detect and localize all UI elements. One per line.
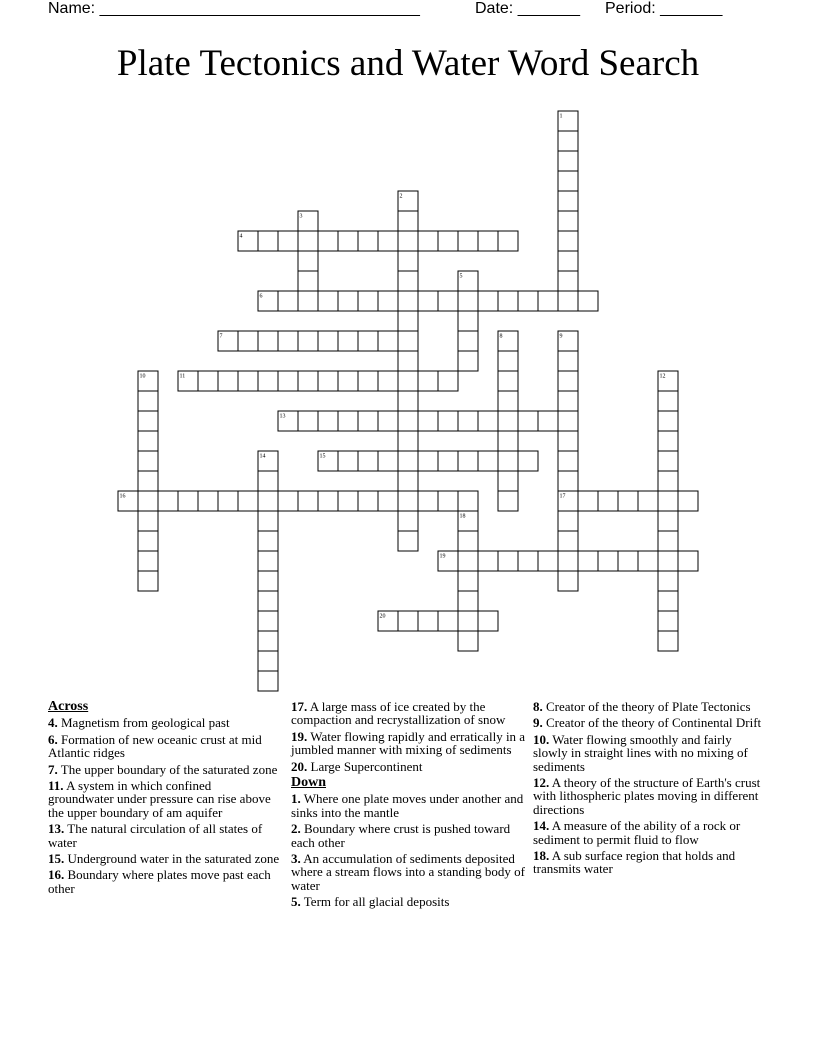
grid-cell[interactable]	[378, 411, 398, 431]
grid-cell[interactable]	[258, 471, 278, 491]
grid-cell[interactable]	[478, 231, 498, 251]
grid-cell[interactable]	[518, 291, 538, 311]
grid-cell[interactable]	[418, 371, 438, 391]
grid-cell[interactable]	[438, 451, 458, 471]
cell-number: 13	[279, 413, 286, 420]
grid-cell[interactable]	[478, 411, 498, 431]
grid-cell[interactable]	[398, 371, 418, 391]
grid-cell[interactable]	[558, 151, 578, 171]
grid-cell[interactable]	[378, 371, 398, 391]
grid-cell[interactable]	[498, 391, 518, 411]
grid-cell[interactable]	[358, 491, 378, 511]
clue-text: A large mass of ice created by the compaction and recrystallization of snow	[291, 699, 506, 728]
clue-number: 10.	[533, 731, 550, 747]
grid-cell[interactable]	[398, 491, 418, 511]
clue-number: 15.	[48, 851, 65, 867]
grid-cell[interactable]	[398, 391, 418, 411]
grid-cell[interactable]	[198, 491, 218, 511]
grid-cell[interactable]	[198, 371, 218, 391]
grid-cell[interactable]	[278, 331, 298, 351]
clue-text: Magnetism from geological past	[57, 715, 230, 731]
grid-cell[interactable]	[338, 491, 358, 511]
clue-number: 3.	[291, 851, 301, 867]
grid-cell[interactable]	[138, 431, 158, 451]
clue-text: Creator of the theory of Continental Drift	[542, 715, 762, 731]
grid-cell[interactable]	[458, 331, 478, 351]
clue-number: 16.	[48, 867, 65, 883]
grid-cell[interactable]	[398, 511, 418, 531]
grid-cell[interactable]	[558, 551, 578, 571]
grid-cell[interactable]	[458, 411, 478, 431]
grid-cell[interactable]	[338, 291, 358, 311]
clue-text: Large Supercontinent	[307, 758, 423, 774]
grid-cell[interactable]	[558, 211, 578, 231]
grid-cell[interactable]	[658, 411, 678, 431]
clue-text: A sub surface region that holds and transmits water	[533, 848, 736, 877]
clue-number: 12.	[533, 775, 550, 791]
clues-column-1	[48, 700, 280, 898]
grid-cell[interactable]	[258, 231, 278, 251]
clue-number: 11.	[48, 778, 64, 794]
grid-cell[interactable]	[638, 551, 658, 571]
grid-cell[interactable]	[398, 251, 418, 271]
grid-cell[interactable]	[498, 231, 518, 251]
clue-number: 5.	[291, 894, 301, 910]
grid-cell[interactable]	[398, 311, 418, 331]
grid-cell[interactable]	[438, 411, 458, 431]
grid-cell[interactable]	[458, 611, 478, 631]
grid-cell[interactable]	[498, 291, 518, 311]
grid-cell[interactable]	[558, 351, 578, 371]
grid-cell[interactable]	[258, 571, 278, 591]
grid-cell[interactable]	[418, 291, 438, 311]
grid-cell[interactable]	[258, 551, 278, 571]
grid-cell[interactable]	[658, 631, 678, 651]
grid-cell[interactable]	[298, 291, 318, 311]
grid-cell[interactable]	[558, 411, 578, 431]
clue-number: 14.	[533, 818, 550, 834]
grid-cell[interactable]	[358, 231, 378, 251]
grid-cell[interactable]	[398, 451, 418, 471]
grid-cell[interactable]	[358, 411, 378, 431]
grid-cell[interactable]	[478, 611, 498, 631]
grid-cell[interactable]	[498, 551, 518, 571]
grid-cell[interactable]	[538, 411, 558, 431]
grid-cell[interactable]	[298, 331, 318, 351]
cell-number: 10	[139, 373, 146, 380]
grid-cell[interactable]	[598, 491, 618, 511]
grid-cell[interactable]	[518, 551, 538, 571]
clue-text: Where one plate moves under another and sinks into the mantle	[291, 791, 524, 820]
cell-number: 9	[559, 333, 563, 340]
clue-number: 7.	[48, 761, 58, 777]
clue-text: Creator of the theory of Plate Tectonics	[542, 699, 751, 714]
grid-cell[interactable]	[378, 231, 398, 251]
grid-cell[interactable]	[618, 491, 638, 511]
clue-item	[533, 849, 765, 876]
grid-cell[interactable]	[378, 491, 398, 511]
grid-cell[interactable]	[258, 331, 278, 351]
grid-cell[interactable]	[238, 491, 258, 511]
cell-number: 16	[119, 493, 126, 500]
cell-number: 14	[259, 453, 266, 460]
grid-cell[interactable]	[558, 171, 578, 191]
clue-item	[291, 760, 527, 773]
grid-cell[interactable]	[358, 331, 378, 351]
grid-cell[interactable]	[678, 491, 698, 511]
clue-text: Boundary where plates move past each other	[48, 867, 271, 896]
cell-number: 11	[179, 373, 186, 380]
grid-cell[interactable]	[558, 191, 578, 211]
grid-cell[interactable]	[278, 371, 298, 391]
grid-cell[interactable]	[298, 251, 318, 271]
grid-cell[interactable]	[258, 371, 278, 391]
clue-item	[533, 700, 765, 713]
grid-cell[interactable]	[238, 331, 258, 351]
grid-cell[interactable]	[458, 231, 478, 251]
grid-cell[interactable]	[398, 331, 418, 351]
grid-cell[interactable]	[438, 491, 458, 511]
clue-item	[48, 852, 280, 865]
clue-text: A theory of the structure of Earth's crust with lithospheric plates moving in different directions	[533, 775, 761, 817]
grid-cell[interactable]	[558, 391, 578, 411]
grid-cell[interactable]	[358, 451, 378, 471]
grid-cell[interactable]	[138, 451, 158, 471]
clues-column-2	[291, 700, 527, 912]
clue-number: 8.	[533, 699, 543, 714]
grid-cell[interactable]	[378, 331, 398, 351]
grid-cell[interactable]	[458, 291, 478, 311]
grid-cell[interactable]	[598, 551, 618, 571]
clues-column-3	[533, 700, 765, 879]
grid-cell[interactable]	[538, 291, 558, 311]
grid-cell[interactable]	[418, 411, 438, 431]
grid-cell[interactable]	[658, 451, 678, 471]
grid-cell[interactable]	[658, 391, 678, 411]
date-field[interactable]: Date: _______	[475, 0, 580, 17]
grid-cell[interactable]	[658, 571, 678, 591]
grid-cell[interactable]	[538, 551, 558, 571]
grid-cell[interactable]	[338, 371, 358, 391]
cell-number: 19	[439, 553, 446, 560]
grid-cell[interactable]	[558, 471, 578, 491]
grid-cell[interactable]	[318, 491, 338, 511]
clue-item	[291, 895, 527, 908]
clue-number: 17.	[291, 699, 308, 714]
grid-cell[interactable]	[558, 291, 578, 311]
grid-cell[interactable]	[138, 411, 158, 431]
grid-cell[interactable]	[318, 371, 338, 391]
grid-cell[interactable]	[378, 291, 398, 311]
cell-number: 12	[659, 373, 666, 380]
grid-cell[interactable]	[138, 391, 158, 411]
grid-cell[interactable]	[138, 531, 158, 551]
grid-cell[interactable]	[138, 471, 158, 491]
grid-cell[interactable]	[658, 491, 678, 511]
grid-cell[interactable]	[278, 491, 298, 511]
grid-cell[interactable]	[558, 371, 578, 391]
clue-item	[291, 852, 527, 892]
clue-number: 2.	[291, 821, 301, 837]
grid-cell[interactable]	[258, 651, 278, 671]
grid-cell[interactable]	[578, 551, 598, 571]
grid-cell[interactable]	[438, 291, 458, 311]
grid-cell[interactable]	[318, 291, 338, 311]
grid-cell[interactable]	[558, 271, 578, 291]
cell-number: 8	[499, 333, 503, 340]
grid-cell[interactable]	[658, 531, 678, 551]
grid-cell[interactable]	[418, 491, 438, 511]
grid-cell[interactable]	[438, 611, 458, 631]
grid-cell[interactable]	[658, 471, 678, 491]
grid-cell[interactable]	[498, 451, 518, 471]
clue-item	[533, 733, 765, 773]
clue-text: A measure of the ability of a rock or sediment to permit fluid to flow	[533, 818, 741, 847]
grid-cell[interactable]	[418, 451, 438, 471]
clue-text: Water flowing rapidly and erratically in a jumbled manner with mixing of sediments	[291, 728, 526, 758]
grid-cell[interactable]	[338, 231, 358, 251]
clue-text: Term for all glacial deposits	[300, 894, 450, 910]
grid-cell[interactable]	[158, 491, 178, 511]
grid-cell[interactable]	[478, 291, 498, 311]
clue-text: Boundary where crust is pushed toward each other	[291, 821, 511, 850]
cell-number: 17	[559, 493, 566, 500]
grid-cell[interactable]	[398, 471, 418, 491]
cell-number: 4	[239, 233, 243, 240]
clue-text: The natural circulation of all states of water	[48, 821, 263, 850]
clue-text: Formation of new oceanic crust at mid Atlantic ridges	[48, 731, 262, 761]
grid-cell[interactable]	[138, 571, 158, 591]
grid-cell[interactable]	[378, 451, 398, 471]
grid-cell[interactable]	[238, 371, 258, 391]
grid-cell[interactable]	[498, 371, 518, 391]
grid-cell[interactable]	[318, 411, 338, 431]
grid-cell[interactable]	[298, 231, 318, 251]
grid-cell[interactable]	[218, 491, 238, 511]
grid-cell[interactable]	[458, 631, 478, 651]
clue-item	[48, 716, 280, 729]
cell-number: 1	[559, 113, 563, 120]
cell-number: 6	[259, 293, 263, 300]
grid-cell[interactable]	[418, 231, 438, 251]
clue-number: 9.	[533, 715, 543, 731]
clue-text: Underground water in the saturated zone	[64, 851, 280, 867]
clue-number: 6.	[48, 731, 58, 747]
grid-cell[interactable]	[558, 511, 578, 531]
grid-cell[interactable]	[558, 431, 578, 451]
grid-cell[interactable]	[398, 611, 418, 631]
grid-cell[interactable]	[398, 411, 418, 431]
clue-item	[48, 868, 280, 895]
clue-item	[291, 822, 527, 849]
grid-cell[interactable]	[298, 411, 318, 431]
grid-cell[interactable]	[178, 491, 198, 511]
grid-cell[interactable]	[458, 351, 478, 371]
grid-cell[interactable]	[138, 491, 158, 511]
clue-item	[48, 822, 280, 849]
grid-cell[interactable]	[578, 491, 598, 511]
grid-cell[interactable]	[438, 231, 458, 251]
grid-cell[interactable]	[358, 371, 378, 391]
grid-cell[interactable]	[398, 431, 418, 451]
grid-cell[interactable]	[558, 131, 578, 151]
clue-text: An accumulation of sediments deposited where a stream flows into a standing body of water	[291, 851, 525, 893]
cell-number: 3	[299, 213, 303, 220]
grid-cell[interactable]	[498, 491, 518, 511]
grid-cell[interactable]	[258, 591, 278, 611]
grid-cell[interactable]	[258, 611, 278, 631]
grid-cell[interactable]	[398, 291, 418, 311]
grid-cell[interactable]	[338, 451, 358, 471]
clue-number: 4.	[48, 715, 58, 731]
grid-cell[interactable]	[458, 591, 478, 611]
grid-cell[interactable]	[218, 371, 238, 391]
grid-cell[interactable]	[258, 491, 278, 511]
cell-number: 2	[399, 193, 403, 200]
grid-cell[interactable]	[558, 451, 578, 471]
clue-text: The upper boundary of the saturated zone	[57, 761, 278, 777]
grid-cell[interactable]	[398, 271, 418, 291]
grid-cell[interactable]	[658, 551, 678, 571]
grid-cell[interactable]	[498, 471, 518, 491]
grid-cell[interactable]	[298, 491, 318, 511]
grid-cell[interactable]	[338, 331, 358, 351]
grid-cell[interactable]	[478, 551, 498, 571]
grid-cell[interactable]	[558, 571, 578, 591]
cell-number: 18	[459, 513, 466, 520]
grid-cell[interactable]	[418, 611, 438, 631]
cell-number: 15	[319, 453, 326, 460]
grid-cell[interactable]	[638, 491, 658, 511]
grid-cell[interactable]	[398, 231, 418, 251]
clue-item	[533, 819, 765, 846]
grid-cell[interactable]	[318, 331, 338, 351]
grid-cell[interactable]	[258, 671, 278, 691]
grid-cell[interactable]	[278, 231, 298, 251]
grid-cell[interactable]	[398, 351, 418, 371]
grid-cell[interactable]	[498, 411, 518, 431]
grid-cell[interactable]	[458, 571, 478, 591]
grid-cell[interactable]	[458, 551, 478, 571]
grid-cell[interactable]	[558, 251, 578, 271]
grid-cell[interactable]	[498, 431, 518, 451]
clue-item	[291, 700, 527, 727]
grid-cell[interactable]	[298, 271, 318, 291]
grid-cell[interactable]	[658, 511, 678, 531]
grid-cell[interactable]	[398, 211, 418, 231]
clue-item	[533, 716, 765, 729]
grid-cell[interactable]	[358, 291, 378, 311]
clue-item	[533, 776, 765, 816]
grid-cell[interactable]	[518, 411, 538, 431]
clue-number: 1.	[291, 791, 301, 807]
grid-cell[interactable]	[618, 551, 638, 571]
grid-cell[interactable]	[558, 231, 578, 251]
clue-number: 19.	[291, 728, 308, 744]
grid-cell[interactable]	[258, 511, 278, 531]
cell-number: 20	[379, 613, 386, 620]
grid-cell[interactable]	[318, 231, 338, 251]
grid-cell[interactable]	[658, 591, 678, 611]
clue-item	[291, 730, 527, 757]
grid-cell[interactable]	[678, 551, 698, 571]
page-title: Plate Tectonics and Water Word Search	[116, 43, 700, 84]
down-heading: Down	[291, 775, 327, 791]
grid-cell[interactable]	[458, 311, 478, 331]
cell-number: 7	[219, 333, 223, 340]
grid-cell[interactable]	[438, 371, 458, 391]
grid-cell[interactable]	[458, 451, 478, 471]
grid-cell[interactable]	[658, 431, 678, 451]
grid-cell[interactable]	[258, 531, 278, 551]
clue-number: 20.	[291, 758, 308, 774]
grid-cell[interactable]	[518, 451, 538, 471]
grid-cell[interactable]	[298, 371, 318, 391]
clue-item	[48, 733, 280, 760]
grid-cell[interactable]	[458, 491, 478, 511]
grid-cell[interactable]	[458, 531, 478, 551]
clue-item	[48, 763, 280, 776]
name-field[interactable]: Name: ____________________________________	[48, 0, 420, 17]
grid-cell[interactable]	[338, 411, 358, 431]
grid-cell[interactable]	[578, 291, 598, 311]
clue-text: A system in which confined groundwater under pressure can rise above the upper boundary of am aquifer	[48, 778, 271, 820]
grid-cell[interactable]	[558, 531, 578, 551]
grid-cell[interactable]	[478, 451, 498, 471]
cell-number: 5	[459, 273, 463, 280]
grid-cell[interactable]	[138, 551, 158, 571]
clue-number: 18.	[533, 848, 550, 864]
grid-cell[interactable]	[398, 531, 418, 551]
grid-cell[interactable]	[258, 631, 278, 651]
clue-item	[48, 779, 280, 819]
across-heading: Across	[48, 699, 89, 714]
grid-cell[interactable]	[138, 511, 158, 531]
clue-text: Water flowing smoothly and fairly slowly in straight lines with no mixing of sediments	[533, 731, 748, 774]
grid-cell[interactable]	[498, 351, 518, 371]
clue-item	[291, 792, 527, 819]
clue-number: 13.	[48, 821, 65, 837]
grid-cell[interactable]	[278, 291, 298, 311]
period-field[interactable]: Period: _______	[605, 0, 723, 17]
grid-cell[interactable]	[658, 611, 678, 631]
